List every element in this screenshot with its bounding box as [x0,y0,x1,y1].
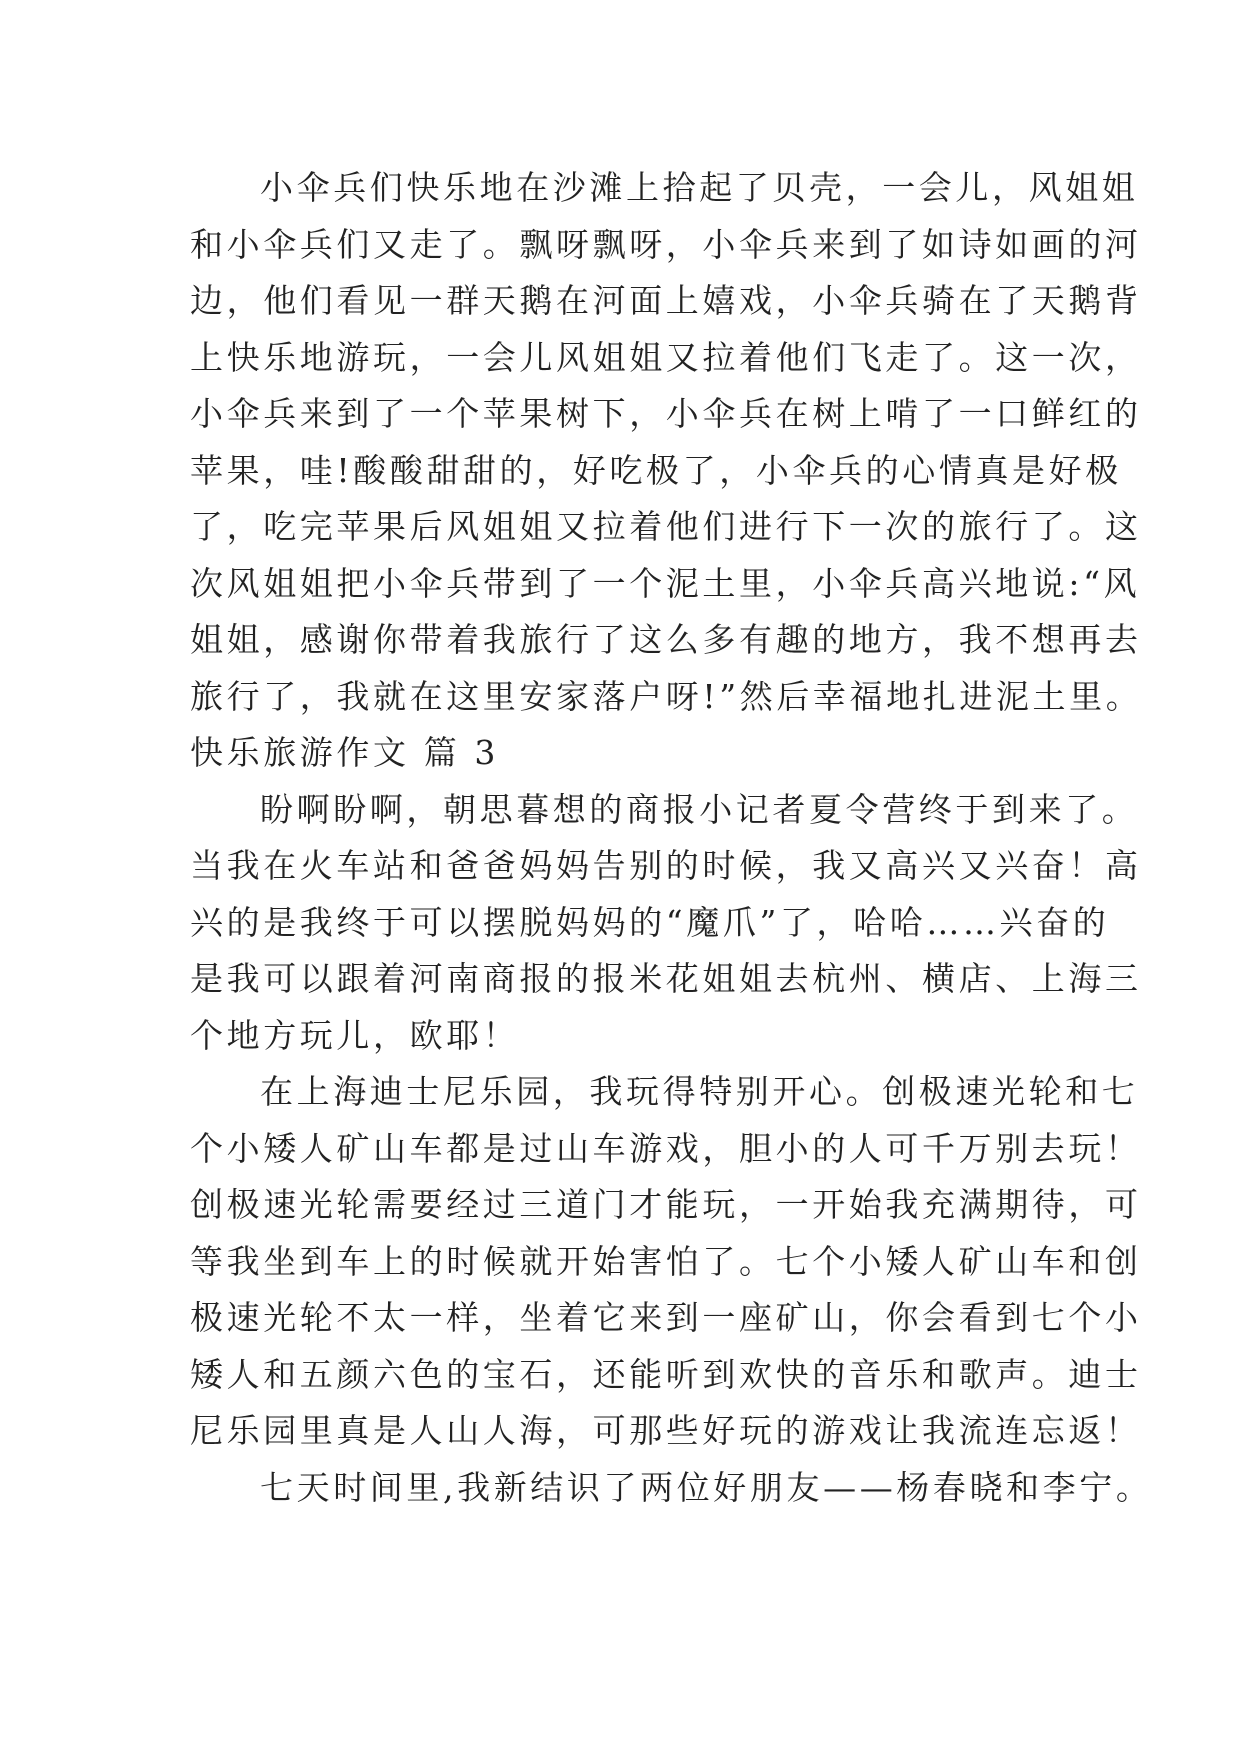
text-line: 了，吃完苹果后风姐姐又拉着他们进行下一次的旅行了。这 [190,507,1142,546]
text-line: 边，他们看见一群天鹅在河面上嬉戏，小伞兵骑在了天鹅背 [190,281,1142,320]
text-line: 七天时间里,我新结识了两位好朋友——杨春晓和李宁。 [260,1467,1153,1507]
text-line: 上快乐地游玩，一会儿风姐姐又拉着他们飞走了。这一次， [190,337,1142,377]
text-line: 矮人和五颜六色的宝石，还能听到欢快的音乐和歌声。迪士 [190,1354,1142,1394]
text-line: 个小矮人矿山车都是过山车游戏，胆小的人可千万别去玩！ [190,1128,1142,1168]
text-line: 等我坐到车上的时候就开始害怕了。七个小矮人矿山车和创 [190,1241,1142,1281]
text-line: 极速光轮不太一样，坐着它来到一座矿山，你会看到七个小 [190,1298,1142,1337]
essay-text [190,160,1153,1516]
text-line: 小伞兵来到了一个苹果树下，小伞兵在树上啃了一口鲜红的 [190,394,1142,433]
text-line: 苹果，哇!酸酸甜甜的，好吃极了，小伞兵的心情真是好极 [190,450,1122,490]
text-line: 和小伞兵们又走了。飘呀飘呀，小伞兵来到了如诗如画的河 [190,224,1142,264]
text-line: 在上海迪士尼乐园，我玩得特别开心。创极速光轮和七 [260,1072,1139,1111]
text-line: 个地方玩儿，欧耶！ [190,1015,520,1055]
text-line: 是我可以跟着河南商报的报米花姐姐去杭州、横店、上海三 [190,959,1142,998]
text-line: 盼啊盼啊，朝思暮想的商报小记者夏令营终于到来了。 [260,789,1139,829]
text-line: 兴的是我终于可以摆脱妈妈的“魔爪”了，哈哈……兴奋的 [190,902,1110,942]
text-line: 次风姐姐把小伞兵带到了一个泥土里，小伞兵高兴地说:“风 [190,563,1141,603]
text-line: 尼乐园里真是人山人海，可那些好玩的游戏让我流连忘返！ [190,1411,1142,1450]
text-line: 当我在火车站和爸爸妈妈告别的时候，我又高兴又兴奋！高 [190,846,1142,885]
text-line: 旅行了，我就在这里安家落户呀!”然后幸福地扎进泥土里。 [190,676,1143,716]
section-heading: 快乐旅游作文 篇 3 [190,733,499,772]
text-line: 小伞兵们快乐地在沙滩上拾起了贝壳，一会儿，风姐姐 [260,168,1139,207]
text-line: 创极速光轮需要经过三道门才能玩，一开始我充满期待，可 [190,1185,1142,1224]
text-line: 姐姐，感谢你带着我旅行了这么多有趣的地方，我不想再去 [190,620,1142,659]
